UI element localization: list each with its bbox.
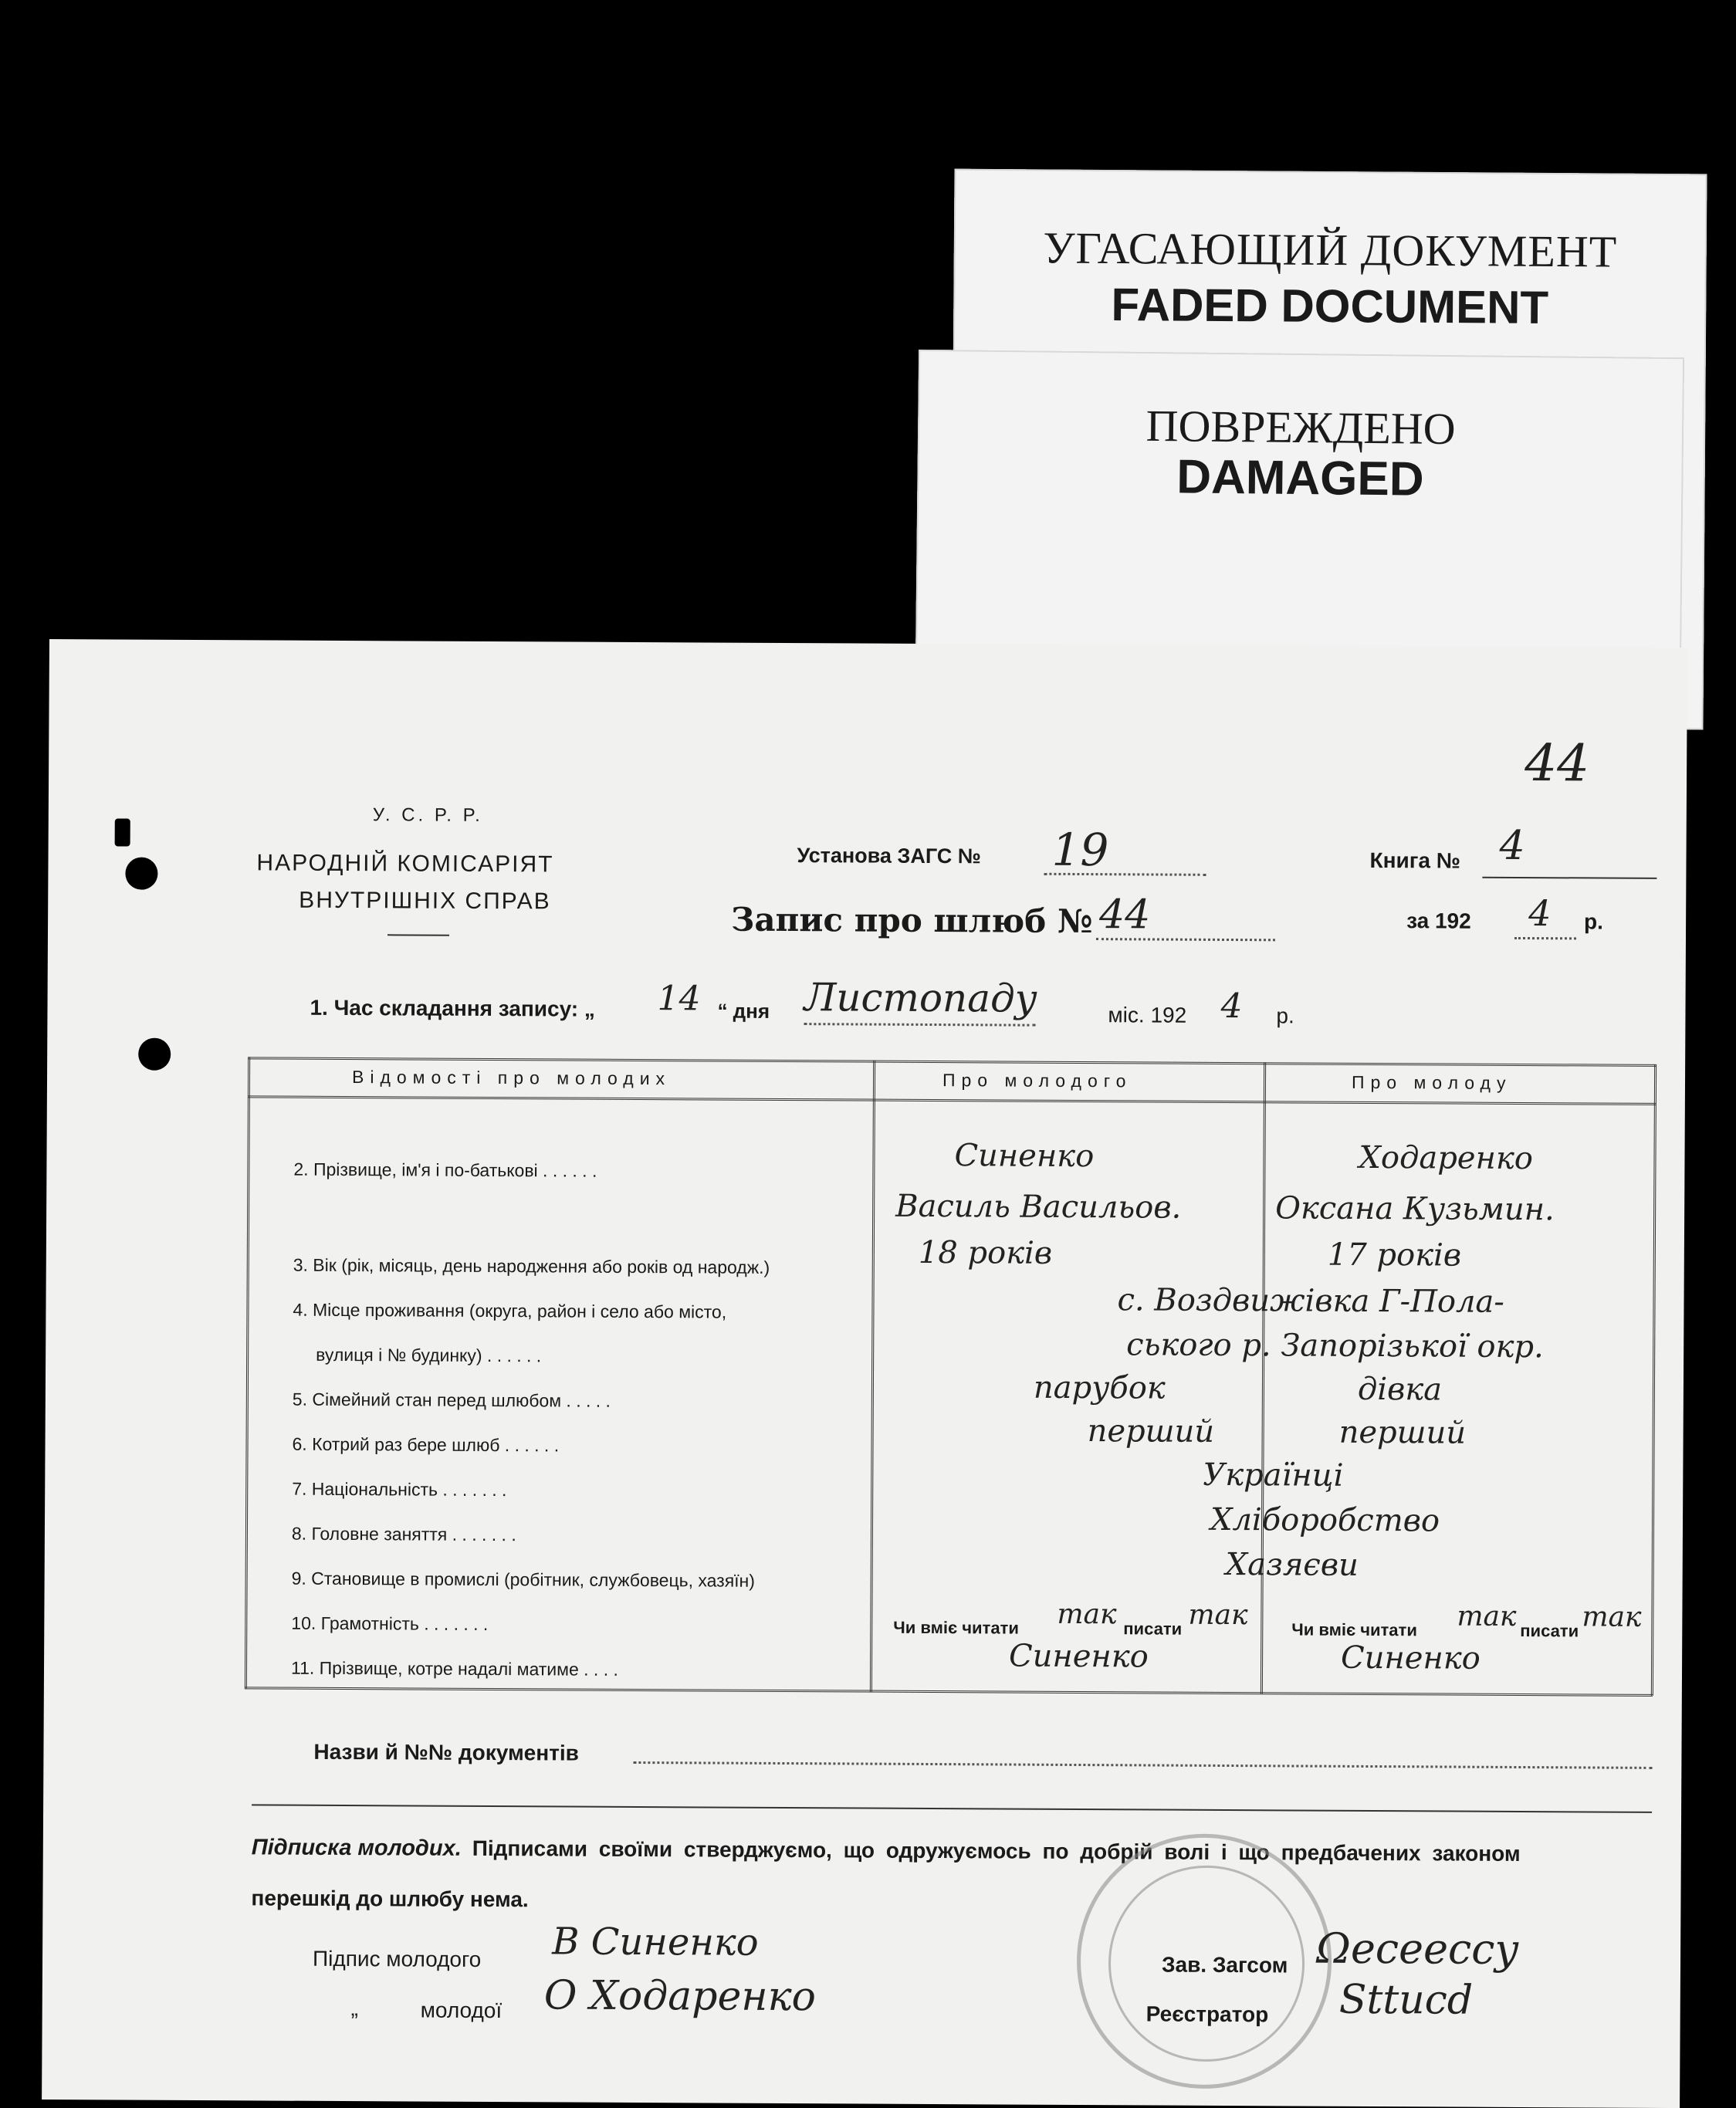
bride-write-label: писати	[1520, 1620, 1579, 1641]
row-label-residence: 4. Місце проживання (округа, район і село або місто,	[293, 1299, 727, 1322]
bride-read: так	[1457, 1600, 1517, 1633]
bride-age: 17 років	[1327, 1237, 1462, 1274]
residence-line1: с. Воздвижівка Г-Пола-	[1117, 1282, 1504, 1320]
record-time-suffix: р.	[1276, 1003, 1294, 1028]
faded-label-ru: УГАСАЮЩИЙ ДОКУМЕНТ	[1043, 222, 1618, 277]
registrar-signature: Sttucd	[1338, 1976, 1474, 2024]
declaration-title: Підписка молодих.	[251, 1835, 462, 1861]
record-line	[1096, 938, 1275, 941]
record-title: Запис про шлюб №	[730, 900, 1093, 941]
faded-label-en: FADED DOCUMENT	[1111, 279, 1549, 333]
bride-marital: дівка	[1357, 1371, 1443, 1408]
ussr-label: У. С. Р. Р.	[372, 804, 483, 826]
groom-write: так	[1188, 1599, 1248, 1632]
row-label-age: 3. Вік (рік, місяць, день народження або років од народж.)	[293, 1254, 770, 1277]
table-left	[245, 1057, 250, 1688]
record-time-month: Листопаду	[804, 975, 1037, 1021]
occupation: Хліборобство	[1210, 1501, 1440, 1539]
row-label-residence-street: вулиця і № будинку) . . . . . .	[316, 1344, 542, 1366]
documents-line-2	[252, 1804, 1652, 1812]
book-label: Книга №	[1369, 848, 1461, 873]
declaration-line2: перешкід до шлюбу нема.	[251, 1886, 529, 1912]
record-number: 44	[1098, 892, 1151, 939]
record-time-year-digit: 4	[1220, 986, 1243, 1027]
row-label-nationality: 7. Національність . . . . . . .	[292, 1478, 507, 1501]
groom-read-label: Чи вміє читати	[893, 1617, 1019, 1638]
groom-surname: Синенко	[954, 1138, 1095, 1175]
documents-label: Назви й №№ документів	[313, 1739, 579, 1765]
col-header-bride: Про молоду	[1351, 1071, 1512, 1093]
damaged-label-en: DAMAGED	[1176, 450, 1424, 506]
table-header-bottom	[248, 1095, 1656, 1105]
bride-read-label: Чи вміє читати	[1291, 1619, 1417, 1640]
bride-signature-label: молодої	[420, 1998, 503, 2023]
table-col2	[1261, 1062, 1266, 1694]
groom-future-surname: Синенко	[1008, 1638, 1149, 1675]
table-right	[1651, 1064, 1656, 1696]
groom-signature-label: Підпис молодого	[312, 1946, 482, 1971]
row-label-literacy: 10. Грамотність . . . . . . .	[291, 1612, 489, 1634]
record-time-month-label: міс. 192	[1108, 1003, 1187, 1027]
groom-signature: В Синенко	[552, 1920, 759, 1964]
groom-write-label: писати	[1123, 1619, 1183, 1639]
head-zags-signature: Ωeceeccy	[1315, 1924, 1519, 1974]
col-header-groom: Про молодого	[942, 1070, 1132, 1091]
bride-surname: Ходаренко	[1359, 1139, 1533, 1177]
bride-signature: О Ходаренко	[543, 1972, 817, 2021]
groom-times: перший	[1087, 1413, 1215, 1450]
documents-line	[633, 1761, 1652, 1769]
row-label-future-surname: 11. Прізвище, котре надалі матиме . . . .	[290, 1657, 618, 1680]
nationality: Українці	[1203, 1457, 1344, 1494]
damaged-label-ru: ПОВРЕЖДЕНО	[1145, 400, 1456, 455]
row-label-occupation: 8. Головне заняття . . . . . . .	[291, 1523, 516, 1545]
industry-status: Хазяєви	[1225, 1546, 1359, 1583]
punch-hole	[138, 1038, 171, 1071]
year-digit: 4	[1528, 892, 1552, 935]
groom-given-names: Василь Васильов.	[895, 1188, 1182, 1226]
page-number: 44	[1524, 733, 1590, 793]
table-col1	[870, 1061, 875, 1692]
punch-hole	[125, 858, 157, 890]
groom-read: так	[1057, 1598, 1117, 1631]
declaration-line1: Підписами своїми стверджуємо, що одружуємось по добрій волі і що предбачених законом	[472, 1836, 1521, 1866]
zags-number: 19	[1051, 823, 1109, 877]
row-label-marital: 5. Сімейний стан перед шлюбом . . . . .	[292, 1389, 611, 1411]
table-top	[248, 1057, 1656, 1067]
punch-hole	[115, 818, 130, 846]
book-number: 4	[1499, 822, 1525, 870]
commissariat-line2: ВНУТРІШНІХ СПРАВ	[299, 887, 551, 915]
bride-signature-prefix: „	[350, 1996, 359, 2021]
bride-times: перший	[1338, 1414, 1467, 1451]
record-time-day-label: “ дня	[717, 999, 770, 1023]
groom-age: 18 років	[918, 1234, 1053, 1271]
record-time-day: 14	[657, 979, 701, 1019]
commissariat-line1: НАРОДНІЙ КОМІСАРІЯТ	[256, 850, 554, 878]
marriage-record-form	[42, 639, 1687, 2108]
table-bottom	[245, 1687, 1653, 1697]
month-line	[804, 1023, 1035, 1027]
row-label-name: 2. Прізвище, ім'я і по-батькові . . . . . .	[293, 1159, 597, 1181]
residence-line2: ського р. Запорізької окр.	[1126, 1327, 1544, 1365]
year-suffix: р.	[1584, 909, 1604, 934]
year-prefix: за 192	[1406, 909, 1471, 933]
head-zags-label: Зав. Загсом	[1161, 1952, 1288, 1978]
bride-future-surname: Синенко	[1340, 1639, 1481, 1677]
col-header-info: Відомості про молодих	[351, 1067, 672, 1089]
row-label-times: 6. Котрий раз бере шлюб . . . . . .	[292, 1433, 560, 1456]
bride-given-names: Оксана Кузьмин.	[1275, 1190, 1555, 1228]
year-line	[1514, 937, 1576, 939]
row-label-status: 9. Становище в промислі (робітник, службовець, хазяїн)	[291, 1568, 756, 1591]
groom-marital: парубок	[1033, 1369, 1166, 1406]
zags-label: Установа ЗАГС №	[797, 844, 981, 868]
registrar-label: Реєстратор	[1145, 2001, 1269, 2027]
book-line	[1482, 877, 1656, 879]
header-divider	[387, 934, 449, 936]
bride-write: так	[1582, 1601, 1642, 1633]
damaged-card	[915, 350, 1684, 674]
record-time-label: 1. Час складання запису: „	[310, 995, 596, 1021]
